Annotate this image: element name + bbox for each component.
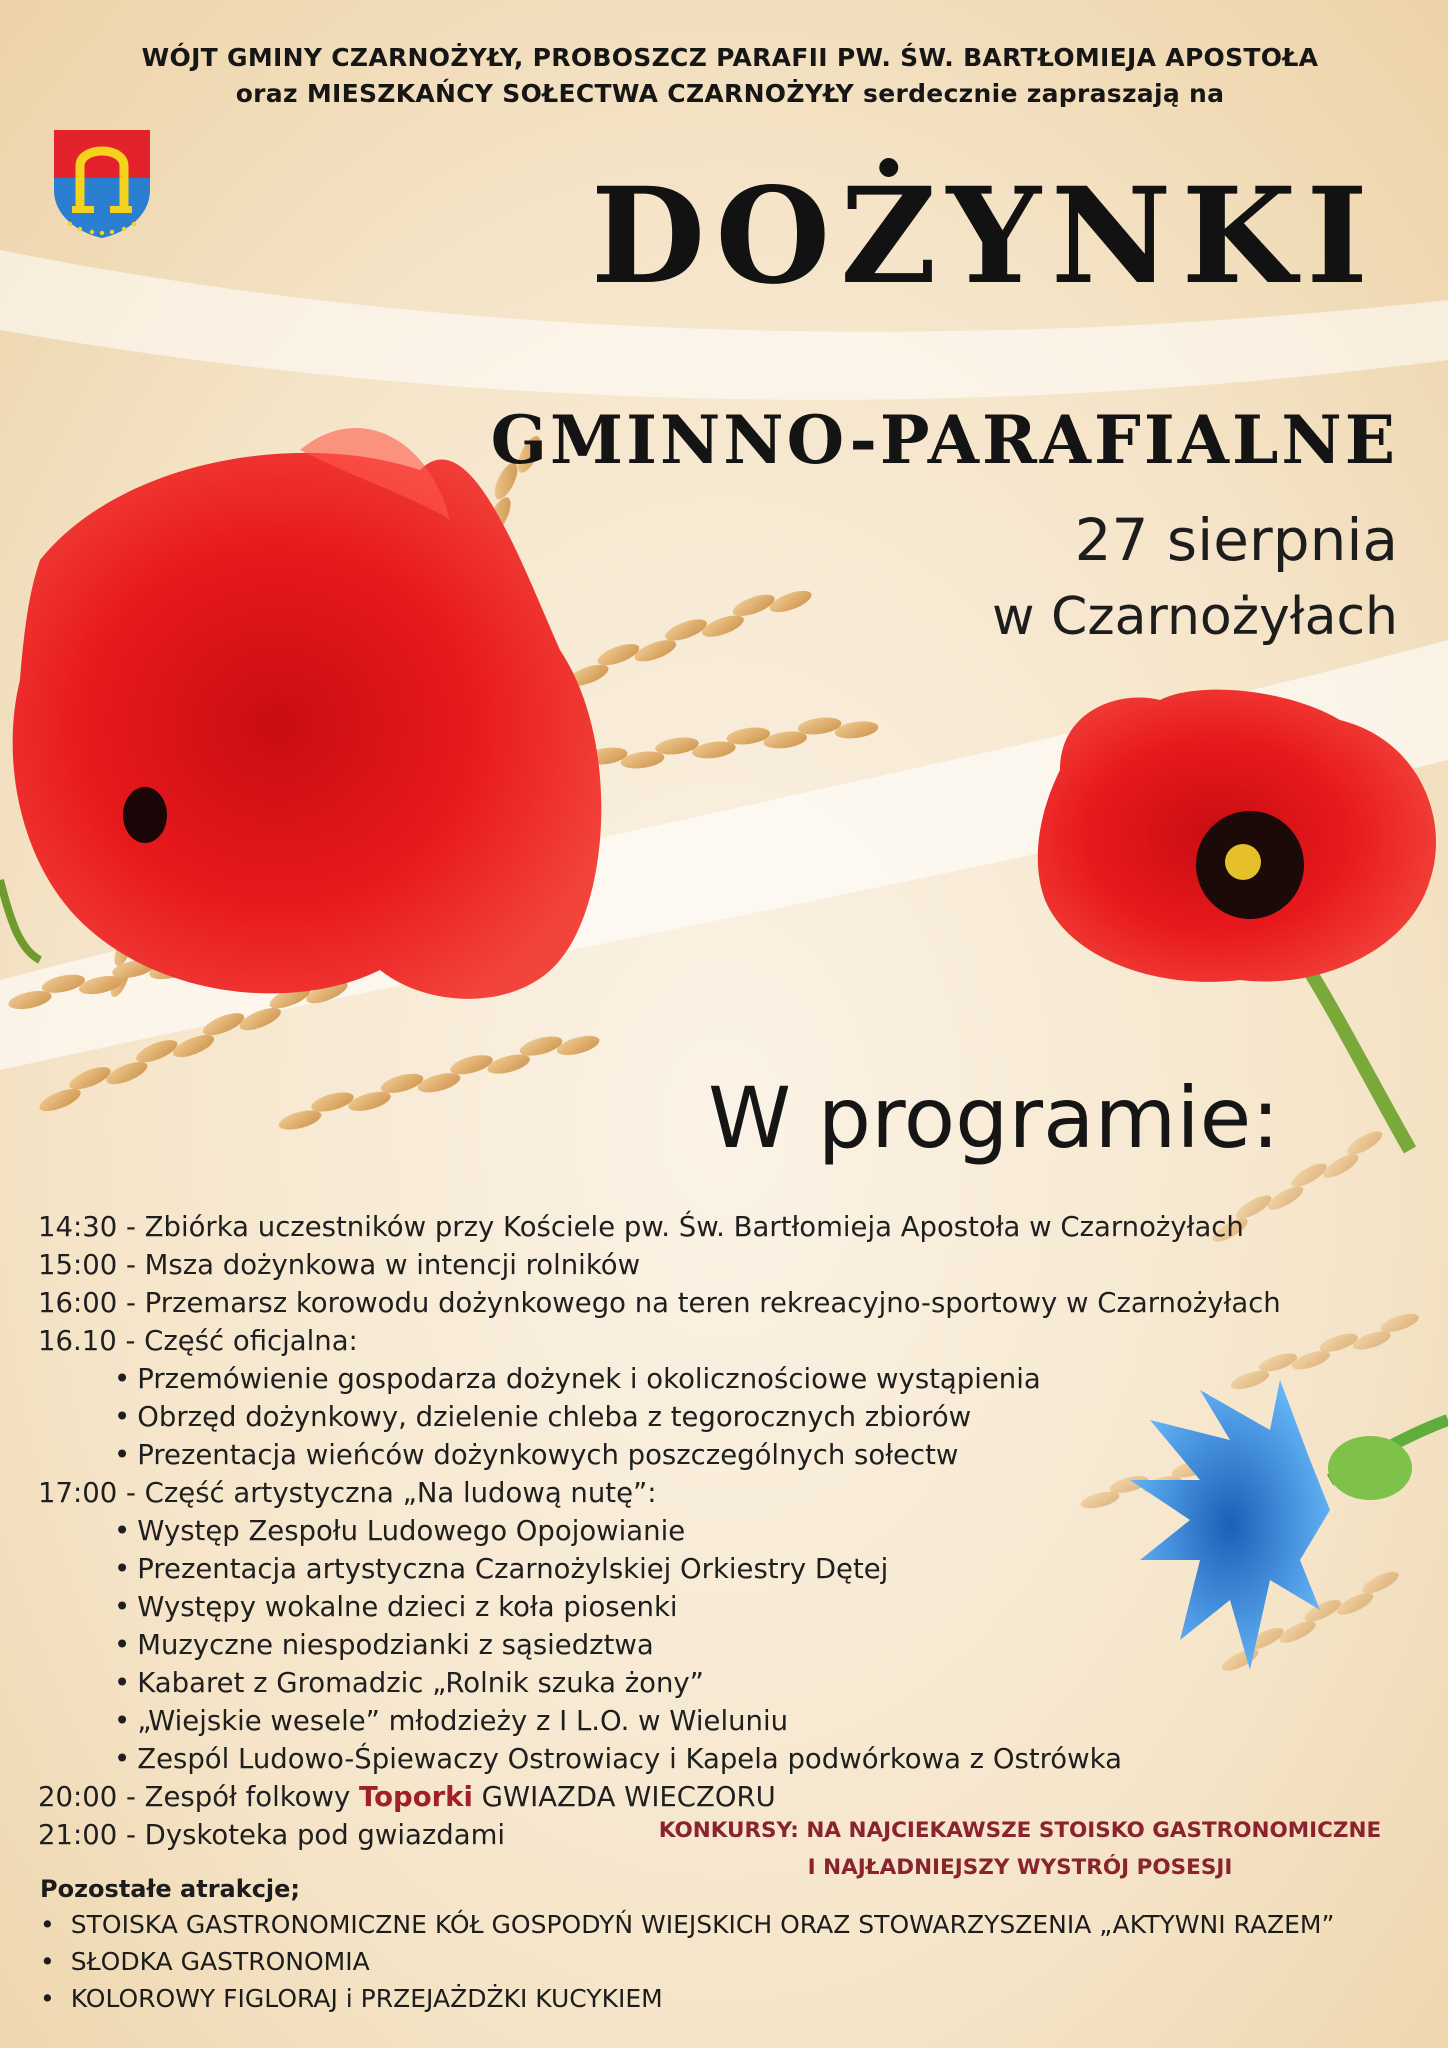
program-subitem: • Zespól Ludowo-Śpiewaczy Ostrowiacy i Kapela podwórkowa z Ostrówka — [38, 1740, 1418, 1778]
extras-item: • SŁODKA GASTRONOMIA — [40, 1943, 1334, 1980]
program-item: 17:00 - Część artystyczna „Na ludową nutę”: — [38, 1477, 657, 1509]
main-title: DOŻYNKI — [590, 159, 1378, 314]
program-subitem: • Kabaret z Gromadzic „Rolnik szuka żony” — [38, 1664, 1418, 1702]
program-item: 16.10 - Część oficjalna: — [38, 1325, 358, 1357]
extras-heading: Pozostałe atrakcje; — [40, 1875, 301, 1903]
program-item: 21:00 - Dyskoteka pod gwiazdami — [38, 1819, 506, 1851]
headliner-prefix: 20:00 - Zespół folkowy — [38, 1781, 360, 1813]
program-subitem: • Przemówienie gospodarza dożynek i okolicznościowe wystąpienia — [38, 1360, 1418, 1398]
program-list — [38, 1208, 1418, 1854]
headliner-suffix: GWIAZDA WIECZORU — [472, 1781, 776, 1813]
subtitle: GMINNO-PARAFIALNE — [490, 401, 1398, 479]
headliner-name: Toporki — [359, 1781, 473, 1813]
program-subitem: • „Wiejskie wesele” młodzieży z I L.O. w Wieluniu — [38, 1702, 1418, 1740]
program-subitem: • Występy wokalne dzieci z koła piosenki — [38, 1588, 1418, 1626]
program-item: 16:00 - Przemarsz korowodu dożynkowego na teren rekreacyjno-sportowy w Czarnożyłach — [38, 1287, 1281, 1319]
contest-notice — [620, 1812, 1420, 1886]
program-item: 14:30 - Zbiórka uczestników przy Kościele pw. Św. Bartłomieja Apostoła w Czarnożyłach — [38, 1211, 1244, 1243]
program-subitem: • Prezentacja artystyczna Czarnożylskiej Orkiestry Dętej — [38, 1550, 1418, 1588]
program-heading: W programie: — [708, 1069, 1280, 1167]
program-item-headliner — [38, 1778, 1418, 1816]
program-item: 15:00 - Msza dożynkowa w intencji rolników — [38, 1249, 641, 1281]
extras-item: • KOLOROWY FIGLORAJ i PRZEJAŻDŻKI KUCYKIEM — [40, 1980, 1334, 2017]
program-subitem: • Prezentacja wieńców dożynkowych poszczególnych sołectw — [38, 1436, 1418, 1474]
header-line-2-rest: serdecznie zapraszają na — [854, 79, 1225, 108]
event-date: 27 sierpnia — [1074, 506, 1398, 574]
extras-list — [40, 1906, 1334, 2017]
extras-item: • STOISKA GASTRONOMICZNE KÓŁ GOSPODYŃ WIEJSKICH ORAZ STOWARZYSZENIA „AKTYWNI RAZEM” — [40, 1906, 1334, 1943]
header-line-2 — [40, 76, 1420, 112]
header-line-2-bold: oraz MIESZKAŃCY SOŁECTWA CZARNOŻYŁY — [235, 79, 855, 108]
header-line-1: WÓJT GMINY CZARNOŻYŁY, PROBOSZCZ PARAFII PW. ŚW. BARTŁOMIEJA APOSTOŁA — [141, 43, 1319, 72]
program-subitem: • Występ Zespołu Ludowego Opojowianie — [38, 1512, 1418, 1550]
program-subitem: • Obrzęd dożynkowy, dzielenie chleba z tegorocznych zbiorów — [38, 1398, 1418, 1436]
coat-of-arms-icon — [52, 128, 152, 240]
event-place: w Czarnożyłach — [991, 587, 1398, 647]
header-invitation — [40, 40, 1420, 112]
program-subitem: • Muzyczne niespodzianki z sąsiedztwa — [38, 1626, 1418, 1664]
contest-line-1: KONKURSY: NA NAJCIEKAWSZE STOISKO GASTRONOMICZNE — [658, 1818, 1382, 1843]
contest-line-2: I NAJŁADNIEJSZY WYSTRÓJ POSESJI — [807, 1855, 1233, 1880]
